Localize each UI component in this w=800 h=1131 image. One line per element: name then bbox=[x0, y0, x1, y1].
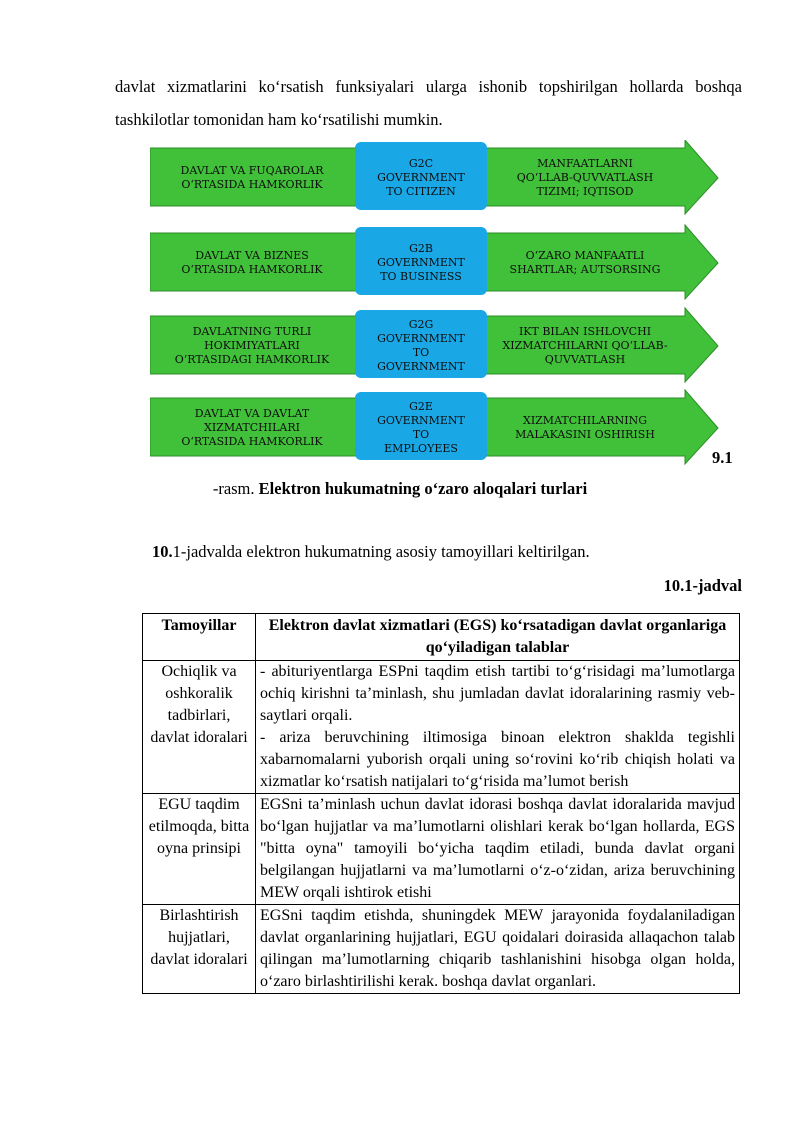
table-row bbox=[143, 661, 740, 794]
diagram-center-label: G2C bbox=[408, 156, 434, 170]
diagram-row bbox=[150, 308, 718, 382]
diagram-left-label: DAVLATNING TURLI bbox=[192, 324, 312, 338]
diagram-center-label: TO bbox=[412, 345, 430, 359]
table-label: 10.1-jadval bbox=[663, 576, 742, 595]
principle-cell: Birlashtirish hujjatlari, davlat idoralari bbox=[143, 905, 256, 994]
diagram-left-label: DAVLAT VA BIZNES bbox=[195, 248, 309, 262]
diagram-center-label: TO bbox=[412, 427, 430, 441]
diagram-center-label: G2E bbox=[409, 399, 433, 413]
diagram-left-label: DAVLAT VA DAVLAT bbox=[194, 406, 310, 420]
diagram-left-label: O‘RTASIDA HAMKORLIK bbox=[181, 262, 323, 276]
diagram-center-label: GOVERNMENT bbox=[377, 170, 465, 184]
diagram-center-label: EMPLOYEES bbox=[384, 441, 458, 455]
diagram-right-label: O‘ZARO MANFAATLI bbox=[525, 248, 645, 262]
requirement-line: EGSni taqdim etishda, shuningdek MEW jarayonida foydalaniladigan davlat organlarining hujjatlari, EGU qoidalari doirasida allaqachon talab qilingan ma’lumotlarning chiqarib tashlanishini hisobga olgan holda, o‘zaro birlashtirilishi kerak. boshqa davlat organlari. bbox=[260, 907, 735, 990]
diagram-left-label: XIZMATCHILARI bbox=[204, 420, 300, 434]
diagram-left-label: HOKIMIYATLARI bbox=[204, 338, 300, 352]
requirement-line: EGSni ta’minlash uchun davlat idorasi boshqa davlat idoralarida mavjud bo‘lgan hujjatlar va ma’lumotlarni olishlari kerak bo‘lgan hollarda, EGS "bitta oyna" tamoyili bo‘yicha taqdim etiladi, bunda davlat organi belgilangan hujjatlarni va ma’lumotlarni o‘z-o‘zidan, ariza beruvchining MEW orqali ishtirok etishi bbox=[260, 796, 735, 901]
diagram-right-label: QO‘LLAB-QUVVATLASH bbox=[516, 170, 654, 184]
diagram-left-label: DAVLAT VA FUQAROLAR bbox=[180, 163, 324, 177]
requirement-cell bbox=[256, 794, 740, 905]
table-header-requirements: Elektron davlat xizmatlari (EGS) ko‘rsatadigan davlat organlariga qo‘yiladigan talablar bbox=[256, 614, 740, 661]
diagram-center-label: TO CITIZEN bbox=[386, 184, 456, 198]
requirement-cell bbox=[256, 905, 740, 994]
diagram-left-label: O‘RTASIDA HAMKORLIK bbox=[181, 434, 323, 448]
table-header-principles: Tamoyillar bbox=[143, 614, 256, 661]
diagram-center-label: GOVERNMENT bbox=[377, 331, 465, 345]
principle-cell: Ochiqlik va oshkoralik tadbirlari, davlat idoralari bbox=[143, 661, 256, 794]
e-government-diagram bbox=[150, 140, 720, 470]
diagram-right-label: XIZMATCHILARNING bbox=[522, 413, 648, 427]
table-row bbox=[143, 794, 740, 905]
figure-number: 9.1 bbox=[712, 448, 733, 467]
diagram-row bbox=[150, 390, 718, 464]
diagram-right-label: MALAKASINI OSHIRISH bbox=[515, 427, 655, 441]
table-row bbox=[143, 905, 740, 994]
table-intro-text: 1-jadvalda elektron hukumatning asosiy tamoyillari keltirilgan. bbox=[172, 542, 590, 561]
diagram-right-label: MANFAATLARNI bbox=[537, 156, 633, 170]
requirement-line: - abituriyentlarga ESPni taqdim etish tartibi to‘g‘risidagi ma’lumotlarga ochiq kirishni ta’minlash, shu jumladan davlat idoralarining rasmiy veb-saytlari orqali. bbox=[260, 663, 735, 724]
diagram-center-label: TO BUSINESS bbox=[380, 269, 462, 283]
diagram-row bbox=[150, 225, 718, 299]
principles-table bbox=[142, 613, 740, 994]
diagram-center-label: GOVERNMENT bbox=[377, 255, 465, 269]
diagram-right-label: TIZIMI; IQTISOD bbox=[536, 184, 634, 198]
principle-cell: EGU taqdim etilmoqda, bitta oyna prinsipi bbox=[143, 794, 256, 905]
diagram-center-label: G2B bbox=[409, 241, 433, 255]
diagram-center-label: GOVERNMENT bbox=[377, 413, 465, 427]
diagram-center-label: G2G bbox=[408, 317, 434, 331]
diagram-left-label: O‘RTASIDA HAMKORLIK bbox=[181, 177, 323, 191]
diagram-right-label: QUVVATLASH bbox=[544, 352, 626, 366]
diagram-right-label: IKT BILAN ISHLOVCHI bbox=[518, 324, 652, 338]
figure-caption-prefix: -rasm. bbox=[212, 479, 255, 498]
diagram-row bbox=[150, 140, 718, 214]
requirement-line: - ariza beruvchining iltimosiga binoan elektron shaklda tegishli xabarnomalarni yuborish orqali uning so‘rovini ko‘rib chiqish holati va xizmatlar ko‘rsatish natijalari to‘g‘risida ma’lumot berish bbox=[260, 729, 735, 790]
body-paragraph: davlat xizmatlarini ko‘rsatish funksiyalari ularga ishonib topshirilgan hollarda boshqa tashkilotlar tomonidan ham ko‘rsatilishi mumkin. bbox=[115, 77, 742, 129]
diagram-right-label: XIZMATCHILARNI QO‘LLAB- bbox=[502, 338, 668, 352]
diagram-left-label: O‘RTASIDAGI HAMKORLIK bbox=[174, 352, 330, 366]
table-header-row bbox=[143, 614, 740, 661]
diagram-right-label: SHARTLAR; AUTSORSING bbox=[509, 262, 661, 276]
requirement-cell bbox=[256, 661, 740, 794]
diagram-center-label: GOVERNMENT bbox=[377, 359, 465, 373]
table-intro bbox=[152, 542, 590, 562]
figure-caption-title: Elektron hukumatning o‘zaro aloqalari turlari bbox=[258, 479, 588, 498]
table-intro-number: 10. bbox=[152, 542, 173, 561]
figure-caption bbox=[0, 479, 800, 499]
